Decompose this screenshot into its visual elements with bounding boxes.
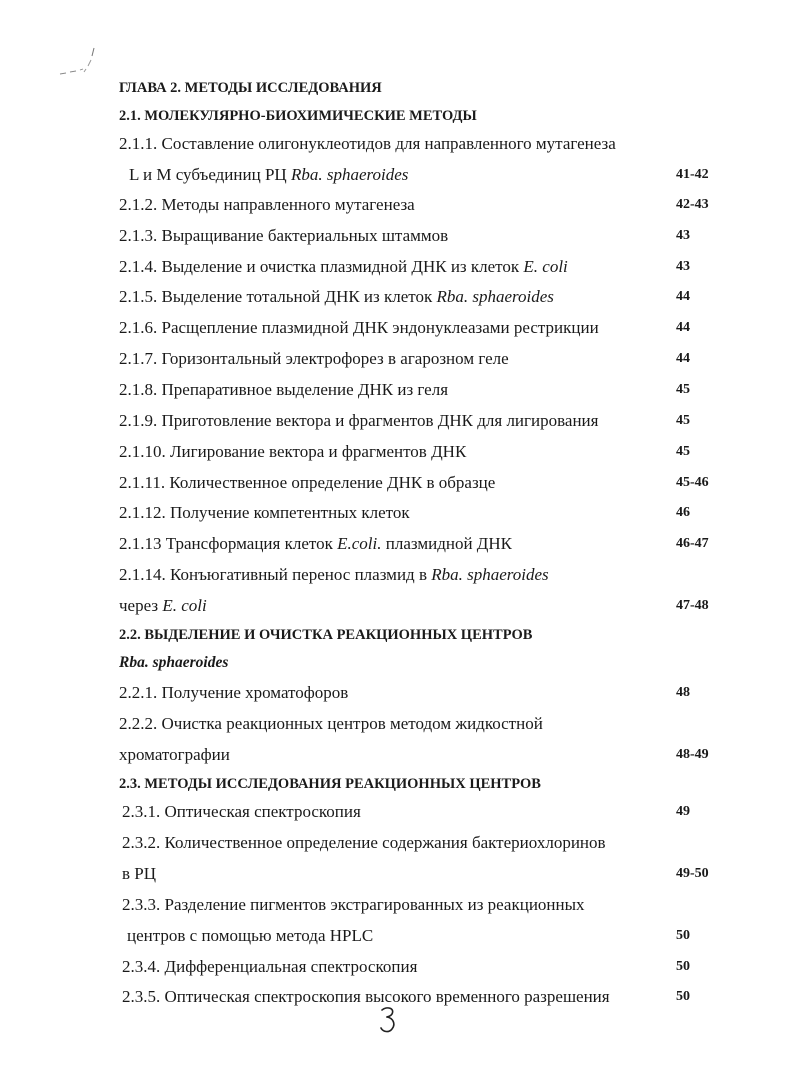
toc-page-number: 48 — [676, 685, 690, 700]
toc-page-number: 50 — [676, 989, 690, 1004]
toc-page-number: 45 — [676, 444, 690, 459]
toc-entry-text: в РЦ — [122, 864, 157, 883]
toc-entry-italic: Rba. sphaeroides — [431, 565, 549, 584]
toc-entry-text: 2.1.11. Количественное определение ДНК в образце — [119, 473, 496, 492]
toc-entry-italic: E.coli. — [337, 534, 382, 553]
toc-page-number: 42-43 — [676, 197, 709, 212]
toc-page-number: 45 — [676, 382, 690, 397]
toc-page-number: 45 — [676, 413, 690, 428]
toc-page-number: 48-49 — [676, 747, 709, 762]
scan-mark-icon — [58, 42, 110, 82]
toc-entry-text: 2.1.5. Выделение тотальной ДНК из клеток — [119, 287, 437, 306]
toc-page-number: 45-46 — [676, 475, 709, 490]
toc-entry-text: 2.3.1. Оптическая спектроскопия — [122, 802, 361, 821]
toc-entry-text: 2.2.1. Получение хроматофоров — [119, 683, 349, 702]
toc-entry-text: 2.1.7. Горизонтальный электрофорез в агарозном геле — [119, 349, 509, 368]
toc-entry-text: хроматографии — [119, 745, 230, 764]
toc-page-number: 43 — [676, 259, 690, 274]
toc-entry-text: 2.3.2. Количественное определение содержания бактериохлоринов — [122, 833, 606, 852]
toc-entry-italic: Rba. sphaeroides — [436, 287, 554, 306]
toc-entry-text: плазмидной ДНК — [381, 534, 513, 553]
toc-page-number: 50 — [676, 959, 690, 974]
toc-entry-text: 2.1.2. Методы направленного мутагенеза — [119, 195, 415, 214]
toc-page-number: 49-50 — [676, 866, 709, 881]
toc-entry-text: 2.1.10. Лигирование вектора и фрагментов ДНК — [119, 442, 467, 461]
toc-page-number: 44 — [676, 289, 690, 304]
toc-entry-italic: E. coli — [162, 596, 207, 615]
toc-entry-text: L и M субъединиц РЦ — [129, 165, 291, 184]
toc-entry-text: 2.1.9. Приготовление вектора и фрагментов ДНК для лигирования — [119, 411, 599, 430]
toc-page-number: 44 — [676, 320, 690, 335]
toc-entry-text: 2.1.12. Получение компетентных клеток — [119, 503, 410, 522]
toc-page-number: 44 — [676, 351, 690, 366]
toc-entry-text: 2.1.3. Выращивание бактериальных штаммов — [119, 226, 449, 245]
toc-entry-text: 2.1.6. Расщепление плазмидной ДНК эндонуклеазами рестрикции — [119, 318, 599, 337]
toc-entry-italic: Rba. sphaeroides — [290, 165, 409, 184]
toc-entry-text: через — [119, 596, 163, 615]
toc-page-number: 46 — [676, 505, 690, 520]
toc-page-number: 49 — [676, 804, 690, 819]
toc-entry-text: 2.1.1. Составление олигонуклеотидов для направленного мутагенеза — [119, 134, 616, 153]
toc-entry-text: 2.1.13 Трансформация клеток — [119, 534, 338, 553]
toc-page-number: 46-47 — [676, 536, 709, 551]
toc-entry-text: 2.1.14. Конъюгативный перенос плазмид в — [119, 565, 432, 584]
toc-entry-text: 2.1.8. Препаративное выделение ДНК из геля — [119, 380, 449, 399]
toc-entry-text: 2.2.2. Очистка реакционных центров методом жидкостной — [119, 714, 543, 733]
toc-entry-text: центров с помощью метода HPLC — [127, 926, 374, 945]
toc-entry-text: 2.1.4. Выделение и очистка плазмидной ДНК из клеток — [119, 257, 524, 276]
toc-page-number: 50 — [676, 928, 690, 943]
toc-page-number: 41-42 — [676, 167, 709, 182]
toc-page-number: 43 — [676, 228, 690, 243]
toc-page-number: 47-48 — [676, 598, 709, 613]
toc-entry-italic: E. coli — [523, 257, 568, 276]
toc-entry-text: 2.3.5. Оптическая спектроскопия высокого временного разрешения — [122, 987, 610, 1006]
toc-entry-text: 2.3.3. Разделение пигментов экстрагированных из реакционных — [122, 895, 585, 914]
toc-entry-text: 2.3.4. Дифференциальная спектроскопия — [122, 957, 418, 976]
handwritten-page-number — [379, 1005, 399, 1035]
